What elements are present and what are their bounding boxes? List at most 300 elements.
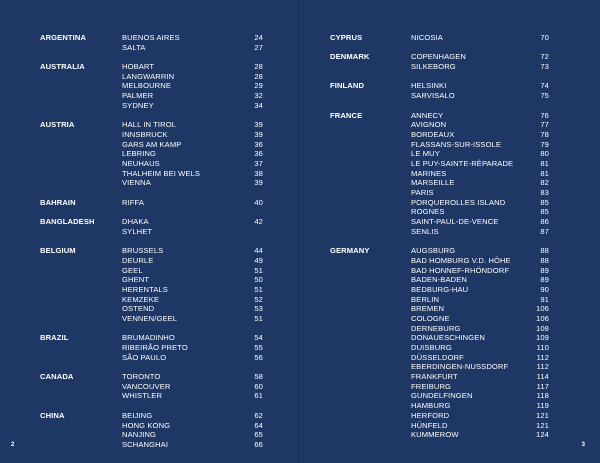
index-entry	[40, 295, 263, 305]
country-name	[330, 130, 411, 140]
index-entry	[40, 430, 263, 440]
country-name	[40, 227, 122, 237]
country-name	[40, 140, 122, 150]
city-name: GARS AM KAMP	[122, 139, 182, 149]
page-ref: 79	[540, 139, 549, 149]
country-name	[330, 430, 411, 440]
page-ref: 34	[254, 100, 263, 110]
page-ref: 109	[536, 333, 549, 343]
page-ref: 42	[254, 217, 263, 227]
index-entry	[330, 411, 549, 421]
index-entry	[40, 411, 263, 421]
country-name: FINLAND	[330, 81, 365, 91]
index-entry	[330, 266, 549, 276]
page-ref: 87	[540, 226, 549, 236]
city-name: NICOSIA	[411, 33, 443, 42]
page-ref: 114	[536, 372, 549, 382]
index-entry	[40, 120, 263, 130]
page-ref: 119	[536, 401, 549, 411]
city-name: KUMMEROW	[411, 430, 459, 440]
index-entry	[40, 421, 263, 431]
city-name: DERNEBURG	[411, 323, 461, 333]
country-name: GERMANY	[330, 246, 370, 256]
country-name	[330, 382, 411, 392]
page-ref: 64	[254, 420, 263, 430]
page-ref: 65	[254, 430, 263, 440]
city-name: HONG KONG	[122, 420, 171, 430]
city-name: NEUHAUS	[122, 158, 160, 168]
index-entry	[40, 33, 263, 43]
index-entry	[40, 198, 263, 208]
city-name: DÜSSELDORF	[411, 352, 464, 362]
page-ref: 74	[540, 81, 549, 91]
country-name	[330, 401, 411, 411]
country-group	[40, 372, 263, 401]
city-name: DHAKA	[122, 217, 149, 227]
country-group	[40, 411, 263, 450]
index-entry	[330, 33, 549, 43]
index-entry	[40, 382, 263, 392]
page-ref: 36	[254, 149, 263, 159]
country-group	[40, 246, 263, 324]
book-gutter	[299, 0, 301, 463]
country-name	[40, 295, 122, 305]
country-group	[330, 33, 549, 43]
index-entry	[40, 140, 263, 150]
country-name: CYPRUS	[330, 33, 363, 42]
page-ref: 61	[254, 391, 263, 401]
country-name	[330, 227, 411, 237]
page-ref: 28	[254, 71, 263, 81]
city-name: HERENTALS	[122, 284, 168, 294]
page-ref: 38	[254, 168, 263, 178]
index-column-right	[330, 33, 549, 450]
country-name	[330, 295, 411, 305]
country-name	[330, 372, 411, 382]
country-name	[330, 353, 411, 363]
index-entry	[330, 188, 549, 198]
city-name: FRANKFURT	[411, 372, 458, 382]
country-name: FRANCE	[330, 110, 363, 120]
country-name	[330, 421, 411, 431]
country-group	[40, 217, 263, 236]
page-ref: 91	[540, 294, 549, 304]
city-name: LANGWARRIN	[122, 71, 175, 81]
country-name: AUSTRIA	[40, 120, 75, 130]
country-name	[330, 62, 411, 72]
page-ref: 62	[254, 410, 263, 420]
country-name	[330, 285, 411, 295]
index-entry	[40, 81, 263, 91]
index-entry	[40, 440, 263, 450]
country-name	[330, 343, 411, 353]
page-ref: 106	[536, 313, 549, 323]
country-name	[40, 304, 122, 314]
page-ref: 55	[254, 343, 263, 352]
country-name	[40, 382, 122, 392]
page-ref: 53	[254, 304, 263, 314]
city-name: DONAUESCHINGEN	[411, 333, 485, 343]
index-entry	[330, 207, 549, 217]
page-ref: 51	[254, 284, 263, 294]
city-name: MELBOURNE	[122, 81, 172, 91]
city-name: SENLIS	[411, 226, 439, 236]
index-entry	[330, 246, 549, 256]
city-name: HAMBURG	[411, 401, 451, 411]
page-ref: 56	[254, 352, 263, 362]
country-name	[330, 169, 411, 179]
city-name: GUNDELFINGEN	[411, 391, 473, 401]
city-name: THALHEIM BEI WELS	[122, 168, 201, 178]
city-name: KEMZEKE	[122, 294, 159, 304]
index-entry	[330, 91, 549, 101]
page-ref: 39	[254, 129, 263, 139]
country-name	[330, 207, 411, 217]
country-group	[40, 33, 263, 52]
country-name	[40, 43, 122, 53]
index-entry	[40, 266, 263, 276]
index-entry	[40, 304, 263, 314]
city-name: MARSEILLE	[411, 178, 455, 188]
page-number-right: 3	[581, 442, 585, 448]
country-name	[40, 266, 122, 276]
city-name: AVIGNON	[411, 120, 447, 130]
index-entry	[40, 333, 263, 343]
index-entry	[40, 227, 263, 237]
page-ref: 77	[540, 120, 549, 130]
city-name: VENNEN/GEEL	[122, 313, 178, 323]
page-ref: 36	[254, 139, 263, 149]
index-entry	[330, 314, 549, 324]
index-entry	[330, 304, 549, 314]
city-name: SAINT-PAUL-DE-VENCE	[411, 217, 499, 227]
index-entry	[330, 169, 549, 179]
country-name	[330, 324, 411, 334]
index-entry	[40, 246, 263, 256]
index-entry	[40, 130, 263, 140]
city-name: SYLHET	[122, 226, 153, 236]
index-entry	[330, 198, 549, 208]
city-name: OSTEND	[122, 304, 155, 314]
index-entry	[40, 159, 263, 169]
city-name: HALL IN TIROL	[122, 120, 177, 130]
country-group	[40, 198, 263, 208]
country-name	[40, 285, 122, 295]
page-ref: 82	[540, 178, 549, 188]
city-name: BRUSSELS	[122, 246, 164, 256]
page-ref: 24	[254, 33, 263, 42]
index-entry	[330, 275, 549, 285]
country-name	[40, 101, 122, 111]
page-ref: 28	[254, 62, 263, 72]
country-name	[40, 421, 122, 431]
country-group	[40, 333, 263, 362]
page-ref: 37	[254, 158, 263, 168]
page-ref: 121	[536, 410, 549, 420]
page-ref: 121	[536, 420, 549, 430]
country-name	[40, 391, 122, 401]
page-ref: 73	[540, 62, 549, 72]
page-ref: 78	[540, 129, 549, 139]
country-name	[40, 178, 122, 188]
index-entry	[330, 120, 549, 130]
country-name	[40, 275, 122, 285]
page-ref: 106	[536, 304, 549, 314]
page-ref: 85	[540, 197, 549, 207]
city-name: COPENHAGEN	[411, 52, 467, 62]
country-name	[40, 149, 122, 159]
index-entry	[330, 256, 549, 266]
index-entry	[330, 159, 549, 169]
page-ref: 112	[536, 362, 549, 372]
country-name	[330, 362, 411, 372]
city-name: BREMEN	[411, 304, 445, 314]
city-name: MARINES	[411, 168, 447, 178]
page-ref: 29	[254, 81, 263, 91]
index-entry	[330, 353, 549, 363]
page-ref: 90	[540, 284, 549, 294]
index-entry	[330, 178, 549, 188]
page-ref: 81	[540, 168, 549, 178]
country-name: ARGENTINA	[40, 33, 87, 42]
country-name	[330, 188, 411, 198]
city-name: DUISBURG	[411, 343, 452, 352]
city-name: RIFFA	[122, 197, 145, 207]
index-entry	[40, 314, 263, 324]
country-name: AUSTRALIA	[40, 62, 85, 72]
index-entry	[330, 81, 549, 91]
index-entry	[330, 372, 549, 382]
city-name: BEDBURG-HAU	[411, 284, 469, 294]
index-entry	[40, 72, 263, 82]
page-ref: 40	[254, 197, 263, 207]
index-entry	[40, 178, 263, 188]
country-name	[40, 353, 122, 363]
country-name	[330, 275, 411, 285]
page-ref: 89	[540, 265, 549, 275]
page-ref: 89	[540, 275, 549, 285]
page-ref: 39	[254, 178, 263, 188]
page-number-left: 2	[11, 442, 15, 448]
page-ref: 54	[254, 333, 263, 343]
city-name: TORONTO	[122, 372, 161, 382]
index-entry	[40, 149, 263, 159]
page-ref: 58	[254, 372, 263, 382]
city-name: BAD HOMBURG V.D. HÖHE	[411, 255, 511, 265]
city-name: FREIBURG	[411, 381, 452, 391]
index-entry	[40, 275, 263, 285]
city-name: SÃO PAULO	[122, 352, 167, 362]
index-entry	[330, 130, 549, 140]
country-name	[40, 130, 122, 140]
country-name: CHINA	[40, 410, 65, 420]
city-name: VANCOUVER	[122, 381, 171, 391]
country-name	[40, 256, 122, 266]
page-ref: 86	[540, 217, 549, 227]
page-ref: 27	[254, 42, 263, 52]
country-group	[40, 120, 263, 188]
country-name: BANGLADESH	[40, 217, 95, 227]
page-ref: 88	[540, 246, 549, 256]
country-name	[40, 159, 122, 169]
index-entry	[330, 295, 549, 305]
country-name	[40, 343, 122, 353]
city-name: INNSBRUCK	[122, 129, 168, 139]
index-entry	[40, 256, 263, 266]
index-entry	[330, 217, 549, 227]
index-entry	[330, 333, 549, 343]
city-name: BAD HONNEF-RHÖNDORF	[411, 265, 510, 275]
index-entry	[330, 391, 549, 401]
page-ref: 75	[540, 91, 549, 101]
page-ref: 117	[536, 381, 549, 391]
index-entry	[330, 140, 549, 150]
index-entry	[40, 372, 263, 382]
page-ref: 49	[254, 255, 263, 265]
city-name: SALTA	[122, 42, 146, 52]
page-ref: 88	[540, 255, 549, 265]
right-page	[300, 0, 600, 463]
city-name: BERLIN	[411, 294, 440, 304]
page-ref: 39	[254, 120, 263, 130]
page-ref	[233, 227, 263, 237]
country-name	[330, 333, 411, 343]
city-name: GEEL	[122, 265, 143, 275]
city-name: PALMER	[122, 91, 154, 101]
city-name: DEURLE	[122, 255, 154, 265]
page-ref: 110	[536, 343, 549, 352]
index-entry	[40, 217, 263, 227]
page-ref: 51	[254, 313, 263, 323]
city-name: HOBART	[122, 62, 155, 72]
country-name	[330, 159, 411, 169]
index-column-left	[40, 33, 263, 459]
index-entry	[330, 324, 549, 334]
index-entry	[330, 401, 549, 411]
city-name: SYDNEY	[122, 100, 154, 110]
index-entry	[330, 111, 549, 121]
index-entry	[40, 43, 263, 53]
page-ref: 81	[540, 158, 549, 168]
index-entry	[40, 285, 263, 295]
page-ref: 80	[540, 149, 549, 159]
country-name	[40, 81, 122, 91]
index-entry	[40, 343, 263, 353]
city-name: BORDEAUX	[411, 129, 455, 139]
country-name	[330, 256, 411, 266]
page-ref: 118	[536, 391, 549, 401]
country-name	[330, 140, 411, 150]
city-name: RIBEIRÃO PRETO	[122, 343, 188, 352]
page-ref: 85	[540, 207, 549, 217]
country-name	[40, 72, 122, 82]
city-name: EBERDINGEN-NUSSDORF	[411, 362, 509, 372]
page-ref: 72	[540, 52, 549, 62]
city-name: PARIS	[411, 188, 434, 197]
index-entry	[330, 382, 549, 392]
country-name	[330, 149, 411, 159]
index-entry	[40, 62, 263, 72]
city-name: SILKEBORG	[411, 62, 456, 72]
country-name	[330, 178, 411, 188]
country-name	[330, 391, 411, 401]
index-entry	[330, 430, 549, 440]
country-name	[330, 217, 411, 227]
country-name	[40, 430, 122, 440]
city-name: BUENOS AIRES	[122, 33, 180, 42]
city-name: SCHANGHAI	[122, 439, 169, 449]
country-group	[40, 62, 263, 110]
country-group	[330, 246, 549, 440]
country-name	[330, 120, 411, 130]
city-name: HÜNFELD	[411, 420, 448, 430]
country-name	[330, 198, 411, 208]
city-name: NANJING	[122, 430, 157, 440]
page-ref: 83	[540, 188, 549, 197]
country-group	[330, 81, 549, 100]
city-name: GHENT	[122, 275, 150, 285]
page-ref: 108	[536, 323, 549, 333]
page-ref: 52	[254, 294, 263, 304]
country-name: BAHRAIN	[40, 197, 76, 207]
page-ref: 44	[254, 246, 263, 256]
city-name: BEIJING	[122, 410, 153, 420]
city-name: ANNECY	[411, 110, 444, 120]
city-name: BRUMADINHO	[122, 333, 175, 343]
city-name: WHISTLER	[122, 391, 163, 401]
page-ref: 32	[254, 91, 263, 101]
city-name: PORQUEROLLES ISLAND	[411, 197, 506, 207]
country-name	[40, 91, 122, 101]
city-name: COLOGNE	[411, 313, 450, 323]
index-entry	[330, 362, 549, 372]
country-group	[330, 52, 549, 71]
country-name	[330, 411, 411, 421]
index-entry	[330, 421, 549, 431]
country-name	[330, 91, 411, 101]
country-name: DENMARK	[330, 52, 370, 62]
country-name	[330, 266, 411, 276]
index-entry	[40, 353, 263, 363]
city-name: HERFORD	[411, 410, 450, 420]
index-entry	[40, 101, 263, 111]
country-group	[330, 111, 549, 237]
index-entry	[40, 391, 263, 401]
country-name: BELGIUM	[40, 246, 76, 256]
city-name: ROGNES	[411, 207, 445, 217]
country-name	[40, 314, 122, 324]
index-entry	[330, 62, 549, 72]
page-ref: 50	[254, 275, 263, 285]
index-entry	[330, 227, 549, 237]
index-entry	[330, 149, 549, 159]
index-entry	[330, 343, 549, 353]
index-entry	[330, 285, 549, 295]
index-entry	[40, 91, 263, 101]
country-name	[330, 304, 411, 314]
page-ref: 51	[254, 265, 263, 275]
city-name: LEBRING	[122, 149, 157, 159]
country-name	[330, 314, 411, 324]
page-ref: 70	[540, 33, 549, 42]
country-name	[40, 169, 122, 179]
page-ref: 60	[254, 381, 263, 391]
index-entry	[40, 169, 263, 179]
city-name: BADEN-BADEN	[411, 275, 467, 285]
city-name: AUGSBURG	[411, 246, 456, 256]
city-name: VIENNA	[122, 178, 151, 188]
city-name: LE PUY-SAINTE-RÉPARADE	[411, 158, 514, 168]
